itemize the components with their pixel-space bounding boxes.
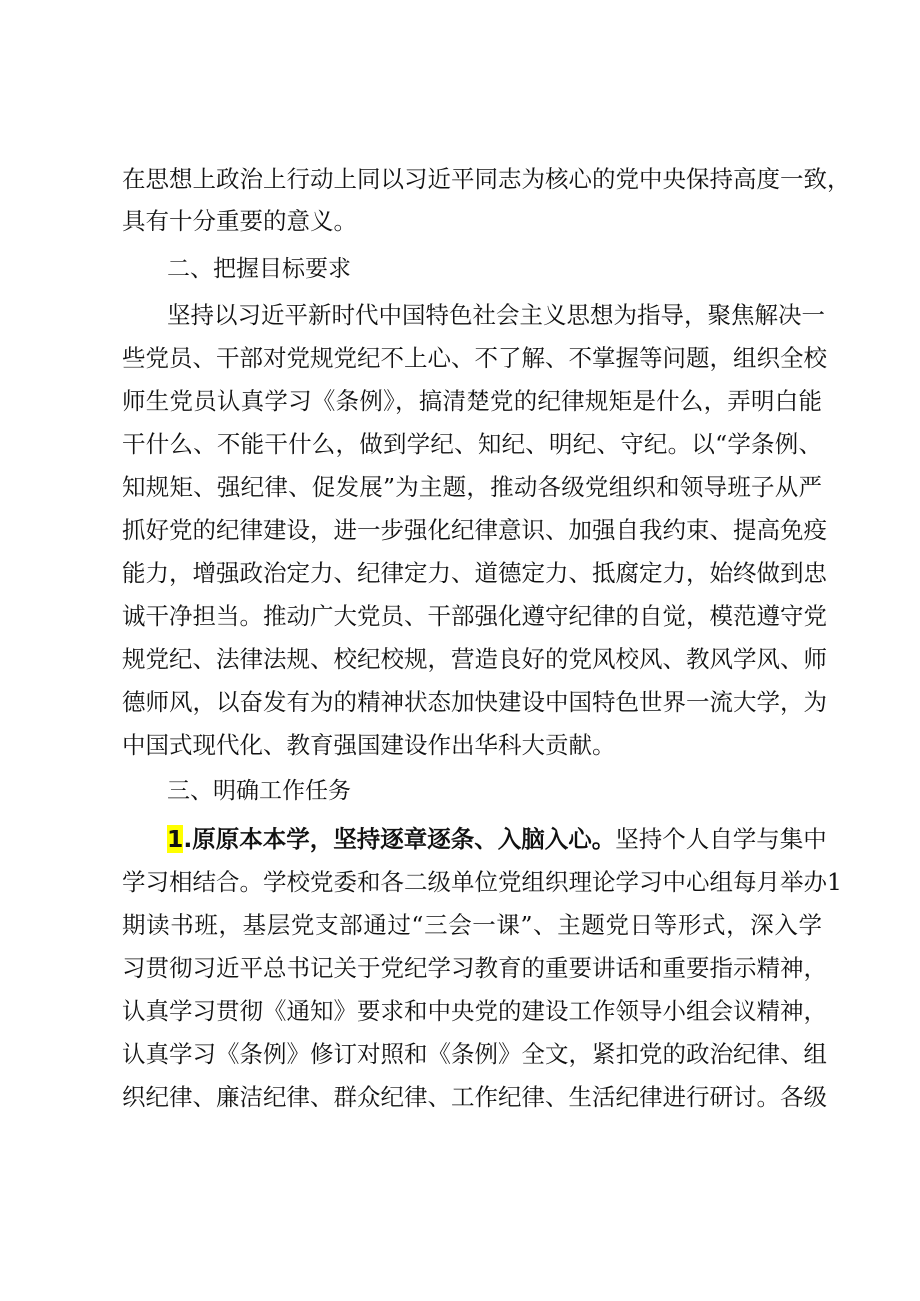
text-line: 学习相结合。学校党委和各二级单位党组织理论学习中心组每月举办1 <box>122 868 842 896</box>
text-line: 诚干净担当。推动广大党员、干部强化遵守纪律的自觉，模范遵守党 <box>122 602 827 630</box>
text-line: 坚持以习近平新时代中国特色社会主义思想为指导，聚焦解决一 <box>167 301 825 329</box>
text-line: 在思想上政治上行动上同以习近平同志为核心的党中央保持高度一致， <box>122 165 851 193</box>
text-line: 期读书班，基层党支部通过“三会一课”、主题党日等形式，深入学 <box>122 911 822 939</box>
section-heading: 二、把握目标要求 <box>167 256 351 282</box>
text-line: 认真学习贯彻《通知》要求和中央党的建设工作领导小组会议精神， <box>122 997 827 1025</box>
text-line: 习贯彻习近平总书记关于党纪学习教育的重要讲话和重要指示精神， <box>122 954 827 982</box>
text-line: 师生党员认真学习《条例》，搞清楚党的纪律规矩是什么，弄明白能 <box>122 387 822 415</box>
text-line: 织纪律、廉洁纪律、群众纪律、工作纪律、生活纪律进行研讨。各级 <box>122 1083 827 1111</box>
text-line: 规党纪、法律法规、校纪校规，营造良好的党风校风、教风学风、师 <box>122 645 827 673</box>
text-line: 抓好党的纪律建设，进一步强化纪律意识、加强自我约束、提高免疫 <box>122 516 827 544</box>
text-line: 中国式现代化、教育强国建设作出华科大贡献。 <box>122 731 616 759</box>
item-number-highlight: 1 <box>167 825 184 853</box>
item-rest-text: 坚持个人自学与集中 <box>615 825 827 853</box>
text-line: 些党员、干部对党规党纪不上心、不了解、不掌握等问题，组织全校 <box>122 344 827 372</box>
text-line: 知规矩、强纪律、促发展”为主题，推动各级党组织和领导班子从严 <box>122 473 822 501</box>
item-first-line <box>167 822 827 856</box>
item-lead-text: .原原本本学，坚持逐章逐条、入脑入心。 <box>183 825 616 853</box>
text-line: 德师风，以奋发有为的精神状态加快建设中国特色世界一流大学，为 <box>122 688 827 716</box>
text-line: 具有十分重要的意义。 <box>122 207 357 235</box>
text-line: 干什么、不能干什么，做到学纪、知纪、明纪、守纪。以“学条例、 <box>122 430 822 458</box>
text-line: 认真学习《条例》修订对照和《条例》全文，紧扣党的政治纪律、组 <box>122 1040 827 1068</box>
section-heading: 三、明确工作任务 <box>167 778 351 804</box>
text-line: 能力，增强政治定力、纪律定力、道德定力、抵腐定力，始终做到忠 <box>122 559 827 587</box>
